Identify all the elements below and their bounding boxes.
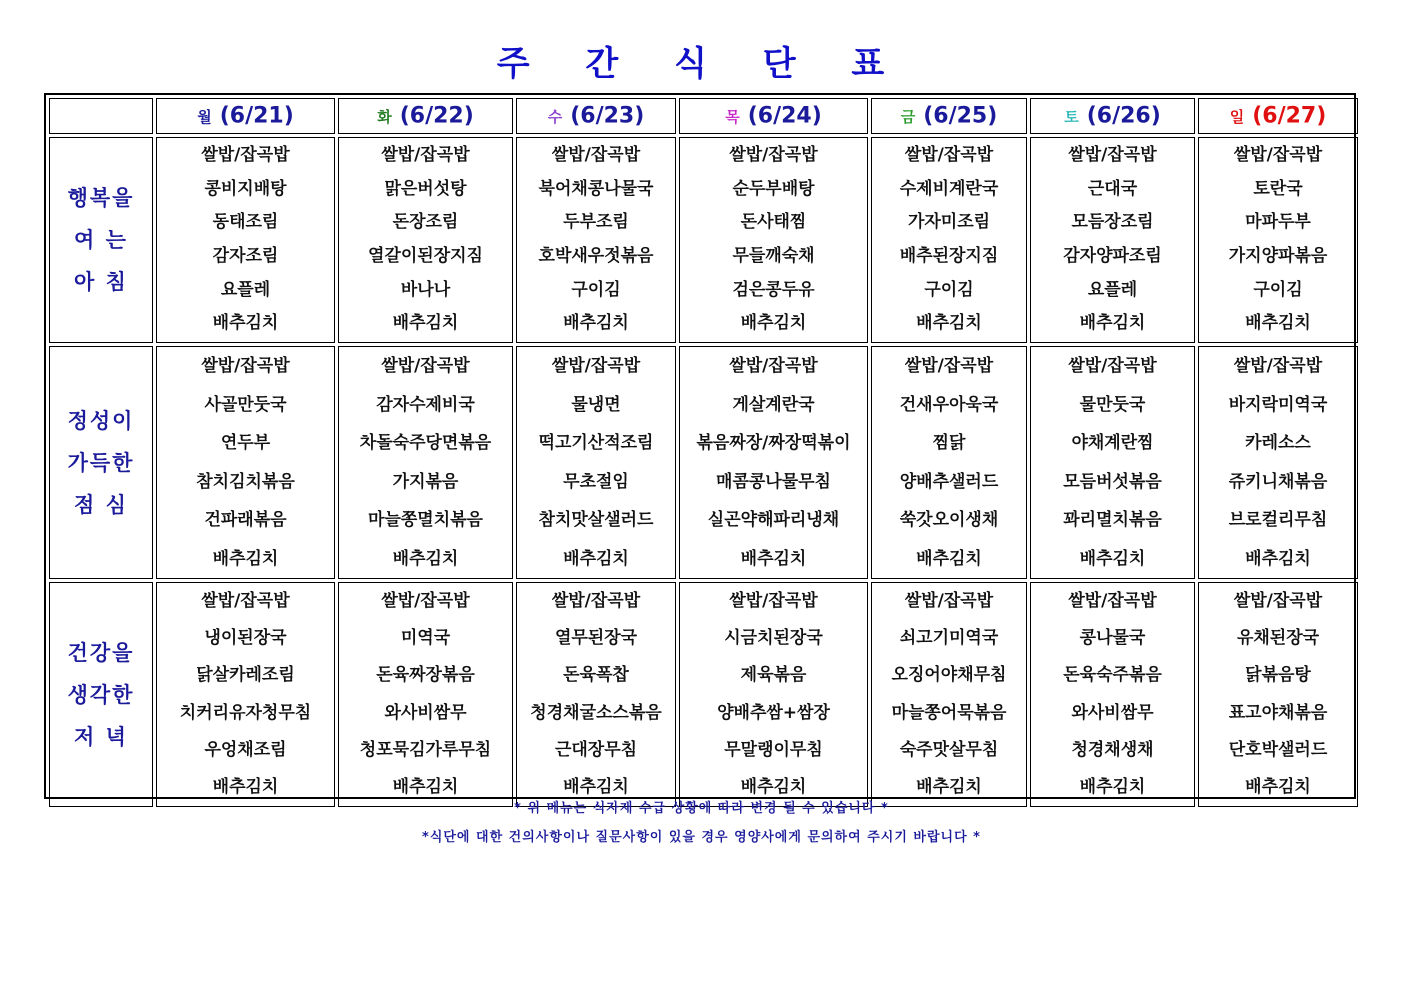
day-icon: 금 xyxy=(900,107,916,126)
menu-item: 양배추쌈+쌈장 xyxy=(717,702,830,723)
day-header xyxy=(338,98,513,134)
page-title: 주 간 식 단 표 xyxy=(496,44,907,84)
meal-row xyxy=(49,137,1358,343)
menu-item: 수제비계란국 xyxy=(899,178,999,199)
menu-item: 브로컬리무침 xyxy=(1228,510,1328,530)
menu-item: 감자조림 xyxy=(212,246,279,266)
menu-item: 배추김치 xyxy=(1079,548,1146,569)
menu-item: 콩비지배탕 xyxy=(204,178,287,199)
menu-item: 요플레 xyxy=(220,279,271,300)
menu-item: 배추김치 xyxy=(1245,777,1311,798)
meal-name-cell xyxy=(49,137,153,343)
menu-item: 청포묵김가루무침 xyxy=(359,739,492,760)
menu-item: 돈육폭찹 xyxy=(563,665,629,686)
meal-row xyxy=(49,582,1358,807)
menu-item: 배추김치 xyxy=(392,548,459,569)
day-icon: 일 xyxy=(1229,107,1245,126)
menu-item: 배추된장지짐 xyxy=(899,246,999,266)
menu-item: 쌀밥/잡곡밥 xyxy=(1233,144,1323,165)
menu-item: 우엉채조림 xyxy=(204,739,287,760)
menu-item: 가지볶음 xyxy=(392,471,459,492)
menu-item: 쌀밥/잡곡밥 xyxy=(201,356,290,376)
menu-item: 참치김치볶음 xyxy=(196,471,295,492)
menu-item: 토란국 xyxy=(1253,178,1303,199)
menu-item: 쌀밥/잡곡밥 xyxy=(904,356,994,376)
menu-item: 꽈리멸치볶음 xyxy=(1063,510,1162,530)
day-icon: 목 xyxy=(725,107,740,126)
menu-cell xyxy=(1030,137,1195,343)
day-header xyxy=(679,98,868,134)
menu-item: 배추김치 xyxy=(1245,313,1311,334)
menu-item: 배추김치 xyxy=(740,777,807,798)
menu-cell xyxy=(338,137,513,343)
menu-cell xyxy=(338,346,513,579)
meal-name-line: 아 침 xyxy=(74,270,128,294)
menu-item: 열무된장국 xyxy=(554,628,638,649)
menu-item: 콩나물국 xyxy=(1079,628,1146,649)
menu-item: 물만둣국 xyxy=(1079,394,1146,415)
menu-item: 돈육짜장볶음 xyxy=(376,665,475,686)
day-header xyxy=(516,98,676,134)
menu-item: 숙주맛살무침 xyxy=(899,739,999,760)
menu-item: 미역국 xyxy=(400,628,451,649)
menu-item: 가지양파볶음 xyxy=(1228,246,1328,266)
menu-item: 돈사태찜 xyxy=(740,212,807,233)
meal-name-line: 점 심 xyxy=(74,492,128,517)
day-header xyxy=(156,98,335,134)
menu-cell xyxy=(338,582,513,807)
menu-item: 돈장조림 xyxy=(392,212,459,233)
menu-item: 청경채굴소스볶음 xyxy=(530,702,662,723)
menu-item: 시금치된장국 xyxy=(724,628,823,649)
menu-cell xyxy=(1030,346,1195,579)
menu-item: 북어채콩나물국 xyxy=(538,178,654,199)
menu-item: 쌀밥/잡곡밥 xyxy=(551,591,641,611)
menu-cell xyxy=(1198,582,1358,807)
corner-cell xyxy=(49,98,153,134)
meal-name-cell xyxy=(49,582,153,807)
menu-item: 쌀밥/잡곡밥 xyxy=(1233,356,1323,376)
day-header xyxy=(1198,98,1358,134)
menu-item: 매콤콩나물무침 xyxy=(716,471,831,492)
menu-cell xyxy=(679,137,868,343)
menu-item: 요플레 xyxy=(1087,279,1138,300)
menu-item: 배추김치 xyxy=(1245,548,1311,569)
menu-cell xyxy=(871,346,1027,579)
meal-name-line: 정성이 xyxy=(67,408,135,433)
day-icon: 수 xyxy=(547,107,563,126)
menu-item: 쌀밥/잡곡밥 xyxy=(904,591,994,611)
menu-item: 연두부 xyxy=(220,433,271,453)
meal-name-line: 여 는 xyxy=(74,228,128,252)
menu-item: 와사비쌈무 xyxy=(384,702,467,723)
menu-item: 청경채생채 xyxy=(1071,739,1154,760)
menu-cell xyxy=(1030,582,1195,807)
menu-item: 쥬키니채볶음 xyxy=(1228,471,1328,492)
menu-cell xyxy=(156,582,335,807)
menu-cell xyxy=(516,346,676,579)
menu-item: 배추김치 xyxy=(212,777,279,798)
menu-item: 배추김치 xyxy=(563,777,629,798)
day-date: (6/23) xyxy=(570,103,645,129)
menu-item: 실곤약해파리냉채 xyxy=(707,510,840,530)
menu-cell xyxy=(679,582,868,807)
menu-item: 배추김치 xyxy=(916,313,982,334)
menu-item: 배추김치 xyxy=(392,313,459,334)
menu-item: 마늘쫑어묵볶음 xyxy=(891,702,1007,723)
menu-item: 쌀밥/잡곡밥 xyxy=(1068,144,1157,165)
menu-item: 건새우아욱국 xyxy=(899,394,999,415)
menu-item: 닭볶음탕 xyxy=(1245,665,1311,686)
menu-item: 볶음짜장/짜장떡볶이 xyxy=(696,433,851,453)
menu-item: 쌀밥/잡곡밥 xyxy=(904,144,994,165)
menu-item: 마파두부 xyxy=(1245,212,1311,233)
menu-cell xyxy=(1198,137,1358,343)
day-header xyxy=(1030,98,1195,134)
day-date: (6/25) xyxy=(923,103,998,129)
menu-item: 무초절임 xyxy=(563,471,629,492)
menu-item: 배추김치 xyxy=(740,548,807,569)
menu-cell xyxy=(871,582,1027,807)
menu-item: 배추김치 xyxy=(212,313,279,334)
menu-item: 물냉면 xyxy=(571,394,621,415)
menu-item: 돈육숙주볶음 xyxy=(1063,665,1162,686)
menu-item: 쌀밥/잡곡밥 xyxy=(201,591,290,611)
day-date: (6/21) xyxy=(219,103,294,129)
menu-item: 마늘쫑멸치볶음 xyxy=(368,510,483,530)
menu-item: 쌀밥/잡곡밥 xyxy=(381,591,470,611)
menu-item: 냉이된장국 xyxy=(204,628,287,649)
day-date: (6/22) xyxy=(399,103,474,129)
menu-item: 건파래볶음 xyxy=(204,510,287,530)
notice-menu-change: * 위 메뉴는 식자재 수급 상황에 따라 변경 될 수 있습니다 * xyxy=(514,801,889,816)
menu-item: 와사비쌈무 xyxy=(1071,702,1154,723)
menu-item: 찜닭 xyxy=(932,433,966,453)
menu-cell xyxy=(156,137,335,343)
menu-item: 쌀밥/잡곡밥 xyxy=(381,144,470,165)
menu-item: 쌀밥/잡곡밥 xyxy=(729,356,818,376)
menu-item: 구이김 xyxy=(924,279,974,300)
menu-item: 양배추샐러드 xyxy=(899,471,999,492)
meal-name-cell xyxy=(49,346,153,579)
menu-item: 열갈이된장지짐 xyxy=(368,246,483,266)
day-header-row xyxy=(49,98,1358,134)
menu-item: 쌀밥/잡곡밥 xyxy=(1233,591,1323,611)
day-date: (6/27) xyxy=(1252,103,1327,129)
menu-item: 배추김치 xyxy=(916,548,982,569)
menu-item: 사골만둣국 xyxy=(204,394,287,415)
menu-item: 배추김치 xyxy=(212,548,279,569)
menu-item: 동태조림 xyxy=(212,212,279,233)
menu-item: 무들깨숙채 xyxy=(732,246,815,266)
day-header xyxy=(871,98,1027,134)
menu-item: 가자미조림 xyxy=(907,212,991,233)
meal-name-line: 저 녁 xyxy=(74,724,128,749)
weekly-menu-table xyxy=(46,95,1361,810)
menu-item: 야채계란찜 xyxy=(1071,433,1154,453)
menu-item: 쌀밥/잡곡밥 xyxy=(729,144,818,165)
menu-item: 두부조림 xyxy=(563,212,629,233)
menu-item: 제육볶음 xyxy=(740,665,807,686)
menu-item: 쌀밥/잡곡밥 xyxy=(551,356,641,376)
menu-item: 치커리유자청무침 xyxy=(179,702,312,723)
meal-row xyxy=(49,346,1358,579)
menu-item: 무말랭이무침 xyxy=(724,739,823,760)
menu-item: 구이김 xyxy=(1253,279,1303,300)
menu-item: 참치맛살샐러드 xyxy=(538,510,654,530)
menu-item: 닭살카레조림 xyxy=(196,665,295,686)
menu-item: 모듬버섯볶음 xyxy=(1063,471,1162,492)
menu-item: 배추김치 xyxy=(563,548,629,569)
menu-item: 호박새우젓볶음 xyxy=(538,246,654,266)
menu-cell xyxy=(679,346,868,579)
meal-name-line: 건강을 xyxy=(67,640,135,665)
menu-cell xyxy=(1198,346,1358,579)
menu-item: 배추김치 xyxy=(563,313,629,334)
menu-item: 근대장무침 xyxy=(554,739,638,760)
menu-cell xyxy=(516,137,676,343)
menu-item: 유채된장국 xyxy=(1236,628,1320,649)
menu-cell xyxy=(516,582,676,807)
menu-item: 순두부배탕 xyxy=(732,178,815,199)
menu-item: 쌀밥/잡곡밥 xyxy=(1068,591,1157,611)
day-icon: 월 xyxy=(197,107,212,126)
menu-item: 배추김치 xyxy=(916,777,982,798)
menu-item: 감자수제비국 xyxy=(376,394,475,415)
menu-item: 쌀밥/잡곡밥 xyxy=(729,591,818,611)
day-date: (6/26) xyxy=(1086,103,1161,129)
menu-item: 오징어야채무침 xyxy=(891,665,1007,686)
menu-item: 쌀밥/잡곡밥 xyxy=(551,144,641,165)
notice-contact-dietitian: *식단에 대한 건의사항이나 질문사항이 있을 경우 영양사에게 문의하여 주시기 바랍니다 * xyxy=(422,830,981,845)
menu-item: 모듬장조림 xyxy=(1071,212,1154,233)
menu-item: 배추김치 xyxy=(740,313,807,334)
menu-item: 쌀밥/잡곡밥 xyxy=(381,356,470,376)
menu-item: 떡고기산적조림 xyxy=(538,433,654,453)
menu-item: 쌀밥/잡곡밥 xyxy=(1068,356,1157,376)
menu-item: 바나나 xyxy=(400,279,451,300)
menu-item: 검은콩두유 xyxy=(732,279,815,300)
menu-item: 배추김치 xyxy=(1079,777,1146,798)
menu-item: 감자양파조림 xyxy=(1063,246,1162,266)
menu-item: 단호박샐러드 xyxy=(1228,739,1328,760)
day-icon: 화 xyxy=(377,107,392,126)
meal-name-line: 가득한 xyxy=(67,450,135,475)
menu-item: 카레소스 xyxy=(1245,433,1311,453)
menu-item: 맑은버섯탕 xyxy=(384,178,467,199)
day-date: (6/24) xyxy=(747,103,822,129)
menu-item: 차돌숙주당면볶음 xyxy=(359,433,492,453)
meal-name-line: 생각한 xyxy=(67,682,135,707)
menu-item: 쌀밥/잡곡밥 xyxy=(201,144,290,165)
menu-item: 쑥갓오이생채 xyxy=(899,510,999,530)
menu-item: 바지락미역국 xyxy=(1228,394,1328,415)
menu-item: 배추김치 xyxy=(1079,313,1146,334)
menu-cell xyxy=(871,137,1027,343)
meal-name-line: 행복을 xyxy=(67,186,135,210)
day-icon: 토 xyxy=(1064,107,1079,126)
menu-item: 배추김치 xyxy=(392,777,459,798)
menu-cell xyxy=(156,346,335,579)
menu-item: 쇠고기미역국 xyxy=(899,628,999,649)
menu-item: 구이김 xyxy=(571,279,621,300)
menu-item: 근대국 xyxy=(1087,178,1138,199)
menu-item: 게살계란국 xyxy=(732,394,815,415)
menu-item: 표고야채볶음 xyxy=(1228,702,1328,723)
